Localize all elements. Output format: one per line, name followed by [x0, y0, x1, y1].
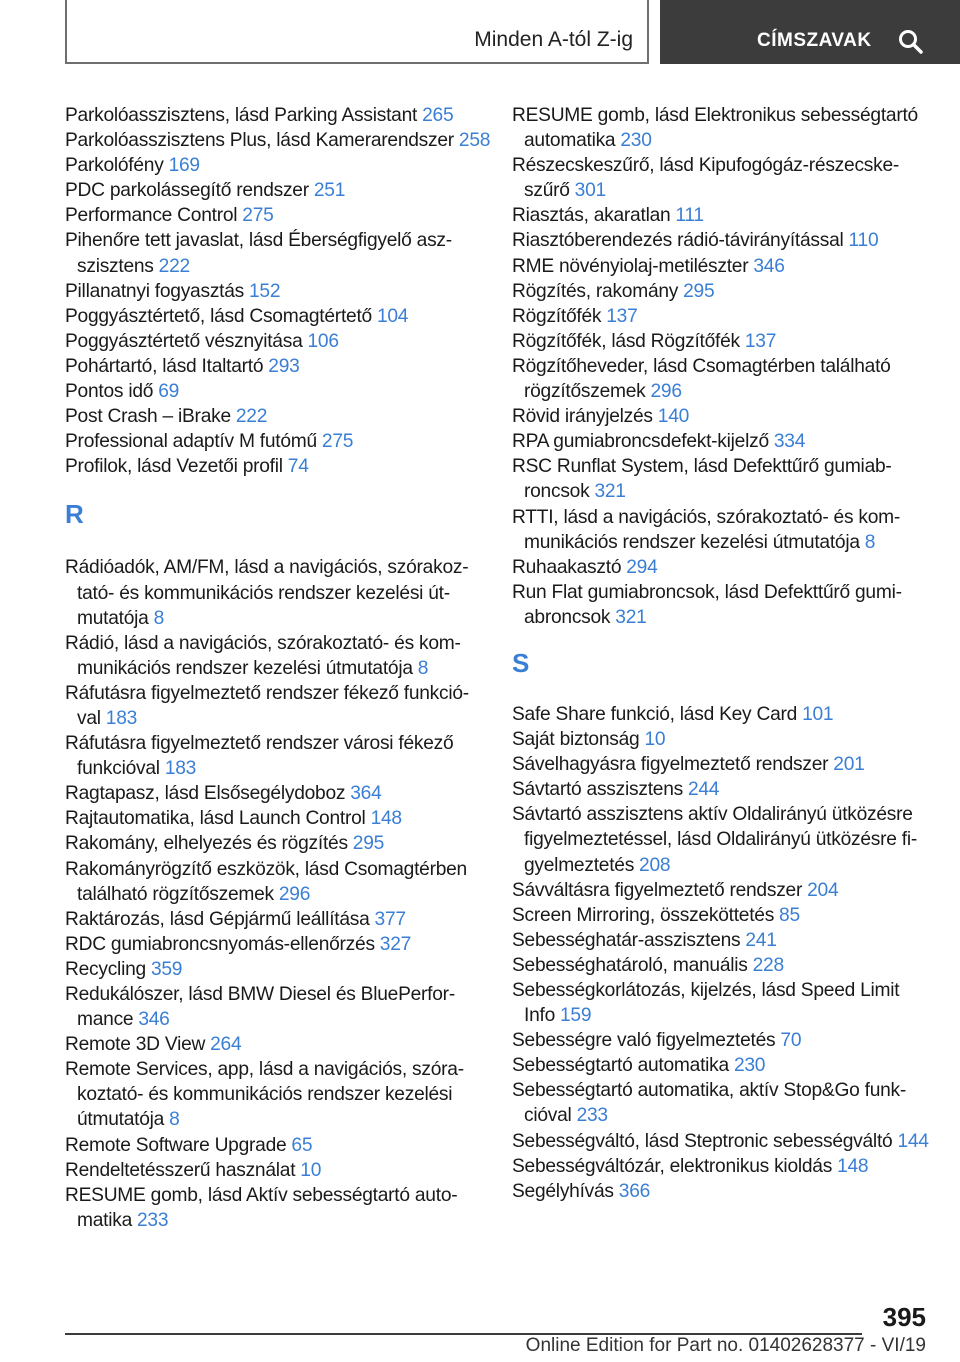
page-reference-link[interactable]: 321 [594, 481, 626, 503]
index-term: Sebességhatároló, manuális [512, 954, 748, 976]
page-reference-link[interactable]: 346 [138, 1009, 170, 1031]
index-term: Saját biztonság [512, 729, 640, 751]
index-entry [65, 631, 495, 681]
index-term: RTTI, lásd a navigációs, szórakoztató- és kommunikációs rendszer kezelési útmutatója [512, 506, 901, 553]
index-entry [65, 731, 495, 781]
index-term: Rögzítőfék [512, 305, 602, 327]
index-term: Pohártartó, lásd Italtartó [65, 355, 264, 377]
index-entry [512, 454, 942, 504]
index-term: RSC Runflat System, lásd Defekttűrő gumiabroncsok [512, 456, 892, 503]
search-icon[interactable] [897, 28, 925, 56]
page-reference-link[interactable]: 10 [300, 1159, 322, 1181]
index-entry [512, 153, 942, 203]
page-reference-link[interactable]: 204 [807, 879, 839, 901]
index-term: Ráfutásra figyelmeztető rendszer városi fékező funkcióval [65, 733, 454, 780]
index-entry [65, 857, 495, 907]
page-reference-link[interactable]: 140 [657, 406, 690, 428]
index-term: RDC gumiabroncsnyomás-ellenőrzés [65, 933, 375, 955]
page-reference-link[interactable]: 258 [458, 130, 491, 152]
index-entry [512, 978, 942, 1028]
page-reference-link[interactable]: 74 [287, 456, 309, 478]
index-term: Screen Mirroring, összeköttetés [512, 904, 775, 926]
index-term: Sávelhagyásra figyelmeztető rendszer [512, 754, 829, 776]
page-reference-link[interactable]: 70 [780, 1030, 802, 1052]
index-term: Pihenőre tett javaslat, lásd Éberségfigyelő aszszisztens [65, 230, 453, 277]
index-entry [512, 103, 942, 153]
index-entry [65, 831, 495, 856]
page-reference-link[interactable]: 101 [802, 703, 834, 725]
index-term: Sebességtartó automatika [512, 1055, 729, 1077]
index-term: Sebességváltózár, elektronikus kioldás [512, 1155, 833, 1177]
page-reference-link[interactable]: 366 [618, 1180, 651, 1202]
index-term: Sebességtartó automatika, aktív Stop&Go funkcióval [512, 1080, 907, 1127]
index-term: Részecskeszűrő, lásd Kipufogógáz-részecskeszűrő [512, 155, 900, 202]
index-term: Sávtartó asszisztens [512, 779, 683, 801]
index-term: Recycling [65, 958, 146, 980]
index-entry [512, 928, 942, 953]
index-entry [65, 329, 495, 354]
index-entry [65, 681, 495, 731]
index-term: Rövid irányjelzés [512, 406, 653, 428]
page-reference-link[interactable]: 275 [321, 431, 354, 453]
index-term: Run Flat gumiabroncsok, lásd Defekttűrő gumiabroncsok [512, 581, 902, 628]
section-tab-label: Minden A-tól Z-ig [474, 28, 633, 51]
page-reference-link[interactable]: 201 [833, 754, 865, 776]
page-reference-link[interactable]: 110 [848, 230, 879, 252]
keyword-tab-label: CÍMSZAVAK [757, 30, 872, 51]
index-entry [512, 505, 942, 555]
page-reference-link[interactable]: 148 [837, 1155, 869, 1177]
index-entry [512, 304, 942, 329]
index-entry [512, 279, 942, 304]
index-entry [512, 727, 942, 752]
index-entry [65, 907, 495, 932]
page-reference-link[interactable]: 111 [675, 205, 704, 227]
page-reference-link[interactable]: 321 [615, 606, 647, 628]
index-term: RPA gumiabroncsdefekt-kijelző [512, 431, 769, 453]
index-entry [65, 228, 495, 278]
page-reference-link[interactable]: 295 [352, 833, 385, 855]
index-term: Rakományrögzítő eszközök, lásd Csomagtérben található rögzítőszemek [65, 858, 467, 905]
page-reference-link[interactable]: 334 [773, 431, 806, 453]
index-entry [65, 1057, 495, 1132]
index-term: Performance Control [65, 205, 238, 227]
page-reference-link[interactable]: 377 [374, 908, 406, 930]
index-entry [512, 429, 942, 454]
page-reference-link[interactable]: 8 [417, 657, 429, 679]
page-reference-link[interactable]: 222 [158, 255, 190, 277]
index-letter-heading: R [65, 499, 84, 530]
index-term: Sávtartó asszisztens aktív Oldalirányú ütközésre figyelmeztetéssel, lásd Oldalirányú ütközésre figyelmeztetés [512, 804, 918, 876]
index-entry [512, 1053, 942, 1078]
index-entry [512, 354, 942, 404]
section-tab[interactable] [65, 0, 649, 64]
index-entry [65, 1032, 495, 1057]
page-reference-link[interactable]: 85 [779, 904, 800, 926]
page-reference-link[interactable]: 137 [606, 305, 638, 327]
page-reference-link[interactable]: 230 [733, 1055, 766, 1077]
index-term: PDC parkolássegítő rendszer [65, 180, 309, 202]
index-entry [65, 1183, 495, 1233]
index-term: Pontos idő [65, 381, 154, 403]
index-entry [512, 203, 942, 228]
index-term: Parkolóasszisztens, lásd Parking Assistant [65, 105, 418, 126]
index-entry [65, 354, 495, 379]
index-term: Ruhaakasztó [512, 556, 622, 578]
page-number: 395 [882, 1302, 926, 1332]
page-reference-link[interactable]: 233 [137, 1209, 169, 1231]
index-term: Sebességváltó, lásd Steptronic sebességváltó [512, 1130, 893, 1152]
index-entry [65, 555, 495, 630]
index-letter-heading: S [512, 647, 530, 678]
index-term: Professional adaptív M futómű [65, 431, 317, 453]
index-term: Poggyásztértető vésznyitása [65, 330, 303, 352]
index-entry [512, 580, 942, 630]
index-term: Rögzítés, rakomány [512, 280, 679, 302]
index-entry [65, 128, 495, 153]
index-term: Profilok, lásd Vezetői profil [65, 456, 283, 478]
index-term: RESUME gomb, lásd Aktív sebességtartó automatika [65, 1184, 458, 1231]
index-term: Rögzítőheveder, lásd Csomagtérben található rögzítőszemek [512, 355, 891, 403]
index-entry [512, 878, 942, 903]
page-reference-link[interactable]: 359 [150, 958, 183, 980]
page-reference-link[interactable]: 296 [650, 381, 682, 403]
index-entry [512, 903, 942, 928]
index-entry [65, 806, 495, 831]
index-entry [512, 555, 942, 580]
index-entry [65, 429, 495, 454]
index-entry [512, 254, 942, 279]
index-entry [512, 752, 942, 777]
index-column-right [512, 103, 942, 1204]
index-entry [65, 404, 495, 429]
index-term: Ragtapasz, lásd Elsősegélydoboz [65, 783, 346, 805]
index-term: Raktározás, lásd Gépjármű leállítása [65, 908, 370, 930]
index-entry [512, 228, 942, 253]
index-entry [65, 279, 495, 304]
index-term: Sávváltásra figyelmeztető rendszer [512, 879, 803, 901]
page-reference-link[interactable]: 208 [639, 854, 671, 876]
page-reference-link[interactable]: 69 [158, 381, 180, 403]
index-column-left [65, 103, 495, 1233]
index-entry [512, 777, 942, 802]
index-entry [65, 1133, 495, 1158]
page-reference-link[interactable]: 104 [376, 305, 409, 327]
page-reference-link[interactable]: 244 [687, 779, 720, 801]
page-reference-link[interactable]: 8 [864, 531, 876, 553]
index-entry [512, 1028, 942, 1053]
index-entry [65, 379, 495, 404]
index-entry [65, 932, 495, 957]
page-reference-link[interactable]: 233 [576, 1105, 608, 1127]
page-reference-link[interactable]: 241 [745, 929, 777, 951]
keyword-tab[interactable] [660, 0, 960, 64]
index-entry [512, 702, 942, 727]
index-term: Rögzítőfék, lásd Rögzítőfék [512, 330, 740, 352]
index-entry [512, 953, 942, 978]
page-reference-link[interactable]: 159 [560, 1005, 592, 1027]
index-term: Remote Software Upgrade [65, 1134, 287, 1156]
index-entry [65, 103, 495, 128]
page-reference-link[interactable]: 10 [644, 729, 666, 751]
index-entry [65, 153, 495, 178]
page-reference-link[interactable]: 144 [897, 1130, 929, 1152]
index-term: Sebességkorlátozás, kijelzés, lásd Speed Limit Info [512, 980, 900, 1027]
index-term: Remote Services, app, lásd a navigációs, szórakoztató- és kommunikációs rendszer kezelési útmutatója [65, 1059, 465, 1131]
page-reference-link[interactable]: 364 [350, 783, 382, 805]
index-entry [65, 957, 495, 982]
page-reference-link[interactable]: 295 [683, 280, 715, 302]
page-reference-link[interactable]: 137 [744, 330, 777, 352]
index-term: Riasztás, akaratlan [512, 205, 671, 227]
index-term: Parkolóasszisztens Plus, lásd Kamerarendszer [65, 130, 454, 152]
index-entry [512, 1129, 942, 1154]
page-reference-link[interactable]: 106 [307, 330, 339, 352]
index-entry [512, 329, 942, 354]
page-reference-link[interactable]: 296 [278, 883, 311, 905]
page-reference-link[interactable]: 222 [235, 406, 268, 428]
page-reference-link[interactable]: 148 [370, 808, 402, 830]
page-reference-link[interactable]: 251 [313, 180, 346, 202]
page-reference-link[interactable]: 265 [422, 105, 454, 126]
index-term: Ráfutásra figyelmeztető rendszer fékező funkcióval [65, 682, 470, 729]
index-term: Remote 3D View [65, 1034, 206, 1056]
page-reference-link[interactable]: 152 [249, 280, 281, 302]
index-term: Rádióadók, AM/FM, lásd a navigációs, szórakoztató- és kommunikációs rendszer kezelési útmutatója [65, 557, 469, 629]
index-entry [65, 1158, 495, 1183]
index-term: Pillanatnyi fogyasztás [65, 280, 245, 302]
index-entry [512, 404, 942, 429]
page-reference-link[interactable]: 183 [105, 707, 138, 729]
page-reference-link[interactable]: 327 [379, 933, 412, 955]
page-reference-link[interactable]: 183 [164, 758, 197, 780]
index-entry [512, 802, 942, 877]
page-reference-link[interactable]: 346 [753, 255, 785, 277]
page-reference-link[interactable]: 8 [169, 1109, 180, 1131]
index-entry [512, 1078, 942, 1128]
index-entry [65, 304, 495, 329]
index-entry [65, 781, 495, 806]
index-entry [512, 1154, 942, 1179]
index-entry [65, 203, 495, 228]
index-term: Rádió, lásd a navigációs, szórakoztató- és kommunikációs rendszer kezelési útmutatója [65, 632, 461, 679]
index-term: Post Crash – iBrake [65, 406, 231, 428]
index-term: Parkolófény [65, 155, 164, 177]
index-term: Sebességre való figyelmeztetés [512, 1030, 776, 1052]
page-reference-link[interactable]: 275 [242, 205, 274, 227]
page-reference-link[interactable]: 8 [153, 607, 165, 629]
page-reference-link[interactable]: 293 [268, 355, 300, 377]
index-term: Riasztóberendezés rádió-távirányítással [512, 230, 844, 252]
index-term: Rendeltetésszerű használat [65, 1159, 296, 1181]
index-entry [512, 1179, 942, 1204]
index-term: Sebességhatár-asszisztens [512, 929, 741, 951]
page-reference-link[interactable]: 228 [752, 954, 784, 976]
edition-text: Online Edition for Part no. 01402628377 - VI/19 [525, 1335, 926, 1356]
page-reference-link[interactable]: 264 [210, 1034, 242, 1056]
index-term: Safe Share funkció, lásd Key Card [512, 703, 798, 725]
index-term: Segélyhívás [512, 1180, 614, 1202]
page-reference-link[interactable]: 294 [626, 556, 658, 578]
index-term: Rajtautomatika, lásd Launch Control [65, 808, 366, 830]
index-entry [65, 982, 495, 1032]
page-reference-link[interactable]: 169 [168, 155, 200, 177]
index-entry [65, 454, 495, 479]
index-term: Rakomány, elhelyezés és rögzítés [65, 833, 348, 855]
page-reference-link[interactable]: 301 [574, 180, 606, 202]
page-reference-link[interactable]: 65 [291, 1134, 313, 1156]
index-term: Redukálószer, lásd BMW Diesel és BluePerformance [65, 984, 456, 1031]
index-term: RME növényiolaj-metilészter [512, 255, 749, 277]
index-entry [65, 178, 495, 203]
index-term: Poggyásztértető, lásd Csomagtértető [65, 305, 372, 327]
page-reference-link[interactable]: 230 [620, 130, 652, 152]
index-term: RESUME gomb, lásd Elektronikus sebességtartó automatika [512, 105, 918, 152]
